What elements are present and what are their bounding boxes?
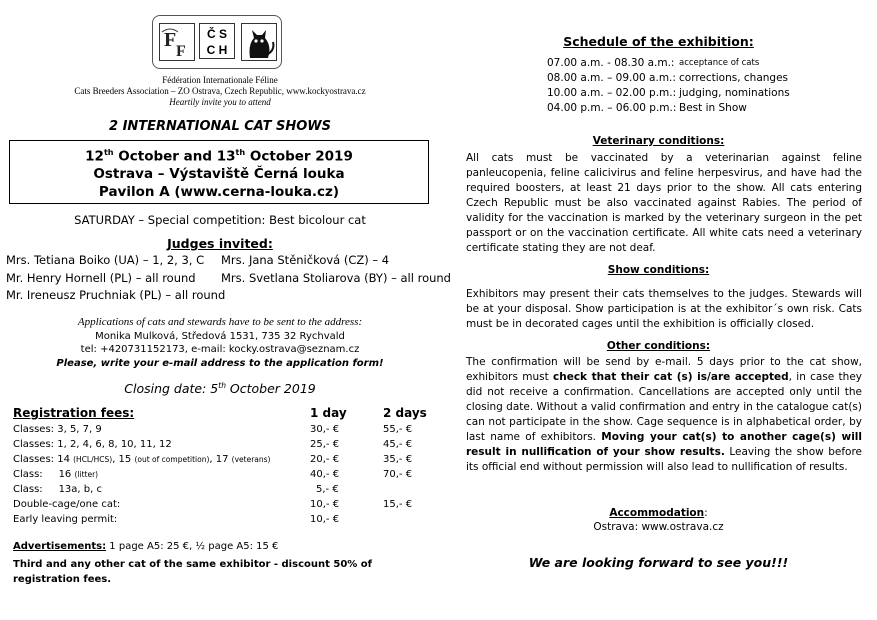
- fees-header-row: [13, 406, 433, 424]
- other-text: The confirmation will be send by e-mail. 5 days prior to the cat show, exhibitors must check that their cat (s) is/are accepted, in case they did not receive a confirmation. Cancellations are accepted only until the closing date. Without a valid confirmation and entry in the catalogue cat(s) can not participate in the show. Cage sequence is in alphabetical order, by last name of exhibitors. Moving your cat(s) to another cage(s) will result in nullification of your show results. Leaving the show before its official end without permission will also lead to nullification of results.: [466, 356, 862, 473]
- veterinary-heading: Veterinary conditions:: [592, 135, 725, 147]
- page-title: 2 INTERNATIONAL CAT SHOWS: [109, 119, 331, 134]
- fee-row: Class: 16 (litter) 40,- € 70,- €: [13, 469, 413, 480]
- show-heading: Show conditions:: [607, 264, 710, 276]
- applications-block: [0, 316, 440, 370]
- judge-item: Mrs. Tetiana Boiko (UA) – 1, 2, 3, C: [6, 253, 205, 267]
- fee-row: Classes: 1, 2, 4, 6, 8, 10, 11, 12 25,- € 45,- €: [13, 439, 413, 450]
- discount-note: Third and any other cat of the same exhibitor - discount 50% of registration fees.: [13, 559, 372, 585]
- svg-text:F: F: [176, 43, 186, 60]
- applications-note: Please, write your e-mail address to the application form!: [56, 357, 384, 369]
- fees-heading: Registration fees:: [13, 406, 135, 420]
- closing-message: We are looking forward to see you!!!: [528, 555, 789, 570]
- schedule-heading: Schedule of the exhibition:: [563, 34, 754, 49]
- fee-row: Early leaving permit: 10,- €: [13, 514, 340, 525]
- venue-name: Ostrava – Výstaviště Černá louka: [93, 166, 345, 182]
- applications-intro: Applications of cats and stewards have to be sent to the address:: [77, 316, 363, 328]
- judge-item: Mr. Ireneusz Pruchniak (PL) – all round: [6, 288, 226, 302]
- fee-row: Double-cage/one cat: 10,- € 15,- €: [13, 499, 413, 510]
- accommodation-text: Ostrava: www.ostrava.cz: [593, 521, 724, 533]
- applications-address: Monika Mulková, Středová 1531, 735 32 Rychvald: [95, 330, 345, 342]
- fife-logo: [152, 15, 282, 69]
- col-two-days: 2 days: [383, 406, 427, 420]
- fee-row: Classes: 14 (HCL/HCS), 15 (out of competition), 17 (veterans) 20,- € 35,- €: [13, 454, 413, 465]
- fife-logo-f-mark: [159, 23, 195, 61]
- show-text: Exhibitors may present their cats themselves to the judges. Stewards will be at your disposal. Show participation is at the exhibitor´s own risk. Cats must be in decorated cages until the exhibition is officially closed.: [466, 288, 862, 330]
- fife-name: Fédération Internationale Féline: [162, 75, 278, 85]
- venue-pavilon: Pavilon A (www.cerna-louka.cz): [98, 183, 340, 200]
- judge-item: Mrs. Jana Stěničková (CZ) – 4: [221, 253, 390, 267]
- saturday-competition: SATURDAY – Special competition: Best bicolour cat: [74, 213, 366, 227]
- judge-item: Mrs. Svetlana Stoliarova (BY) – all round: [221, 271, 451, 285]
- fee-row: Class: 13a, b, c 5,- €: [13, 484, 339, 495]
- col-one-day: 1 day: [310, 406, 347, 420]
- fife-letters-icon: [160, 24, 194, 60]
- judge-item: Mr. Henry Hornell (PL) – all round: [6, 271, 196, 285]
- association-line: Cats Breeders Association – ZO Ostrava, Czech Republic, www.kockyostrava.cz: [74, 86, 366, 96]
- fee-row: Classes: 3, 5, 7, 9 30,- € 55,- €: [13, 424, 413, 435]
- closing-date: Closing date: 5th October 2019: [124, 381, 316, 397]
- date-venue-box: [9, 140, 429, 204]
- veterinary-text: All cats must be vaccinated by a veterinarian against feline panleucopenia, feline calicivirus and feline herpesvirus, and have had the required boosters, at least 21 days prior to the show. All cats entering Czech Republic must be also vaccinated against Rabies. The period of validity for the vaccination is marked by the veterinary surgeon in the pet passport or on the vaccination certificate. All white cats need a veterinary certificate stating they are not deaf.: [466, 152, 862, 254]
- cat-logo-icon: [241, 23, 277, 61]
- accommodation-heading: Accommodation:: [609, 507, 708, 519]
- advertisements-line: Advertisements: 1 page A5: 25 €, ½ page A5: 15 €: [13, 541, 279, 552]
- applications-contact: tel: +420731152173, e-mail: kocky.ostrava@seznam.cz: [80, 344, 360, 355]
- registration-fees-table: [13, 406, 433, 529]
- other-heading: Other conditions:: [606, 340, 711, 352]
- cs-ch-mark: Č S C H: [199, 23, 235, 59]
- show-dates: 12th October and 13th October 2019: [85, 147, 353, 165]
- judges-heading: Judges invited:: [167, 236, 273, 251]
- svg-text:F: F: [164, 29, 177, 51]
- invite-line: Heartily invite you to attend: [169, 97, 271, 107]
